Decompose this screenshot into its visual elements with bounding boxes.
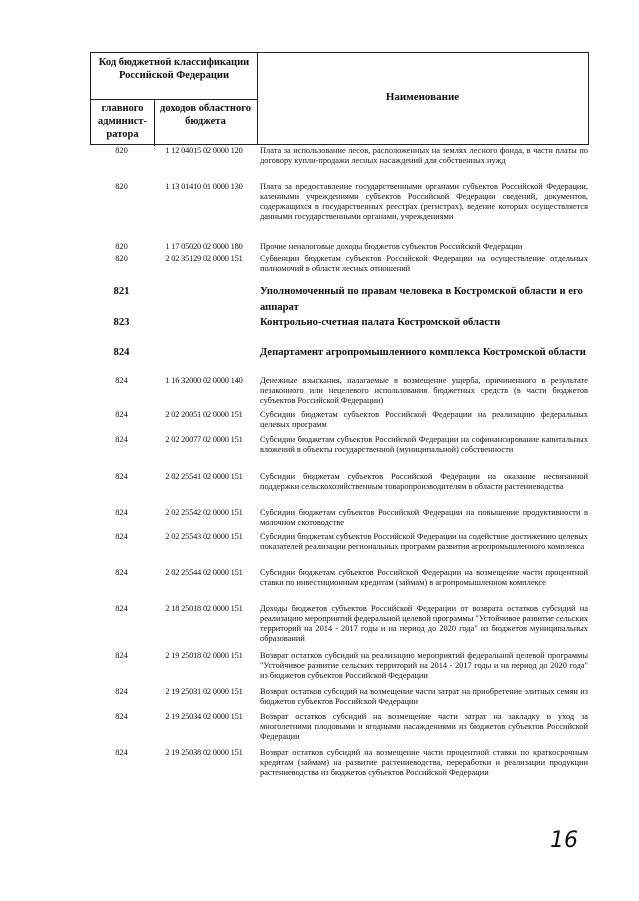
section-title: Контрольно-счетная палата Костромской области [260, 317, 501, 328]
income-code: 2 02 20051 02 0000 151 [165, 410, 243, 419]
admin-code: 824 [115, 568, 128, 577]
admin-code: 824 [115, 651, 128, 660]
admin-code: 824 [113, 347, 130, 358]
section-title: Уполномоченный по правам человека в Костромской области и его аппарат [260, 286, 583, 313]
admin-code: 821 [113, 286, 130, 297]
income-code: 2 02 25542 02 0000 151 [165, 508, 243, 517]
row-name: Субсидии бюджетам субъектов Российской Федерации на оказание несвязанной поддержки сельскохозяйственным товаропроизводителям в области растениеводства [260, 472, 588, 491]
row-name: Субсидии бюджетам субъектов Российской Федерации на содействие достижению целевых показателей реализации региональных программ развития агропромышленного комплекса [260, 532, 588, 551]
income-code: 1 17 05020 02 0000 180 [165, 242, 243, 251]
page-number: 16 [550, 828, 578, 853]
row-name: Прочие неналоговые доходы бюджетов субъектов Российской Федерации [260, 242, 523, 251]
admin-code: 824 [115, 532, 128, 541]
admin-code: 824 [115, 508, 128, 517]
income-code: 1 12 04015 02 0000 120 [165, 146, 243, 155]
admin-code: 824 [115, 712, 128, 721]
row-name: Возврат остатков субсидий на реализацию мероприятий федеральной целевой программы "Устойчивое развитие сельских территорий на 2014 - 2017 годы и на период до 2020 года" из бюджетов субъектов Российской Федерации [260, 651, 588, 680]
income-code: 2 02 25541 02 0000 151 [165, 472, 243, 481]
admin-code: 824 [115, 435, 128, 444]
row-name: Возврат остатков субсидий на возмещение части затрат на приобретение элитных семян из бюджетов субъектов Российской Федерации [260, 687, 588, 706]
admin-code: 824 [115, 376, 128, 385]
header-divider [91, 99, 257, 100]
admin-code: 820 [115, 242, 128, 251]
header-admin-caption: главного админист-ратора [97, 103, 148, 140]
income-code: 2 19 25038 02 0000 151 [165, 748, 243, 757]
admin-code: 823 [113, 317, 130, 328]
row-name: Субсидии бюджетам субъектов Российской Федерации на реализацию федеральных целевых программ [260, 410, 588, 429]
header-name-caption: Наименование [385, 91, 460, 103]
row-name: Возврат остатков субсидий на возмещение части процентной ставки по краткосрочным кредитам (займам) на развитие растениеводства, переработки и реализации продукции растениеводства из бюджетов субъектов Российской Федерации [260, 748, 588, 777]
row-name: Субвенции бюджетам субъектов Российской Федерации на осуществление отдельных полномочий в области лесных отношений [260, 254, 588, 273]
admin-code: 820 [115, 254, 128, 263]
admin-code: 820 [115, 146, 128, 155]
income-code: 1 16 32000 02 0000 140 [165, 376, 243, 385]
row-name: Субсидии бюджетам субъектов Российской Федерации на повышение продуктивности в молочном скотоводстве [260, 508, 588, 527]
row-name: Денежные взыскания, налагаемые в возмещение ущерба, причиненного в результате незаконного или нецелевого использования бюджетных средств (в части бюджетов субъектов Российской Федерации) [260, 376, 588, 405]
header-income-caption: доходов областного бюджета [160, 103, 251, 127]
income-code: 2 02 25543 02 0000 151 [165, 532, 243, 541]
income-code: 2 19 25034 02 0000 151 [165, 712, 243, 721]
income-code: 2 02 25544 02 0000 151 [165, 568, 243, 577]
income-code: 2 02 35129 02 0000 151 [165, 254, 243, 263]
income-code: 2 19 25018 02 0000 151 [165, 651, 243, 660]
income-code: 2 19 25031 02 0000 151 [165, 687, 243, 696]
section-title: Департамент агропромышленного комплекса Костромской области [260, 347, 586, 358]
row-name: Возврат остатков субсидий на возмещение части затрат на закладку и уход за многолетними плодовыми и ягодными насаждениями из бюджетов субъектов Российской Федерации [260, 712, 588, 741]
income-code: 1 13 01410 01 0000 130 [165, 182, 243, 191]
admin-code: 824 [115, 410, 128, 419]
row-name: Доходы бюджетов субъектов Российской Федерации от возврата остатков субсидий на реализацию мероприятий федеральной целевой программы "Устойчивое развитие сельских территорий на 2014 - 2017 годы и на период до 2020 года" из бюджетов муниципальных образований [260, 604, 588, 643]
row-name: Субсидии бюджетам субъектов Российской Федерации на возмещение части процентной ставки по инвестиционным кредитам (займам) в агропромышленном комплексе [260, 568, 588, 587]
header-code-caption: Код бюджетной классификации Российской Федерации [98, 57, 250, 81]
row-name: Плата за предоставление государственными органами субъектов Российской Федерации, казенными учреждениями субъектов Российской Федерации сведений, документов, содержащихся в государственных реестрах (регистрах), ведение которых осуществляется данными государственными органами, учреждениями [260, 182, 588, 221]
admin-code: 824 [115, 604, 128, 613]
admin-code: 824 [115, 748, 128, 757]
row-name: Субсидии бюджетам субъектов Российской Федерации на софинансирование капитальных вложений в объекты государственной (муниципальной) собственности [260, 435, 588, 454]
admin-code: 820 [115, 182, 128, 191]
income-code: 2 02 20077 02 0000 151 [165, 435, 243, 444]
admin-code: 824 [115, 472, 128, 481]
income-code: 2 18 25018 02 0000 151 [165, 604, 243, 613]
row-name: Плата за использование лесов, расположенных на землях лесного фонда, в части платы по договору купли-продажи лесных насаждений для собственных нужд [260, 146, 588, 165]
admin-code: 824 [115, 687, 128, 696]
table-header [90, 52, 589, 145]
